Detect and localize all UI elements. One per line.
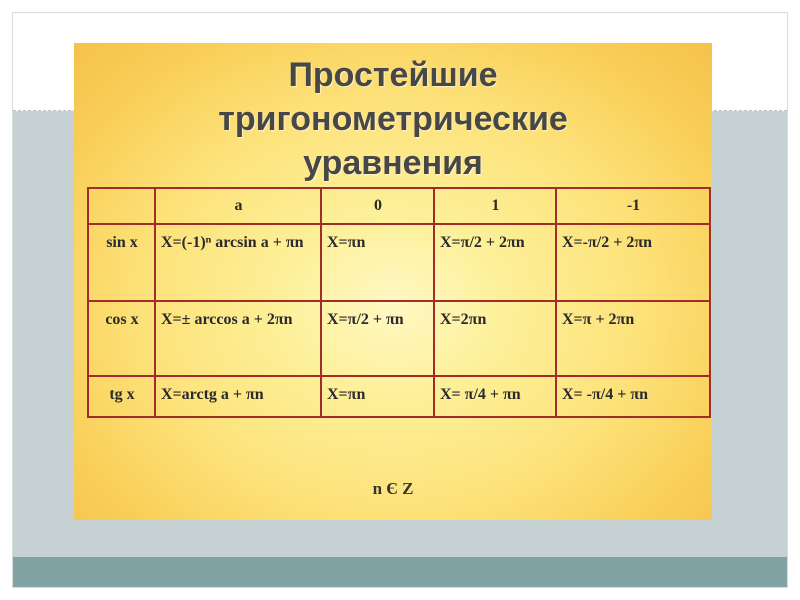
- row-label-tg: tg x: [88, 376, 155, 417]
- title-line-2: тригонометрические: [218, 100, 568, 138]
- header-cell-0: 0: [321, 188, 434, 224]
- cell-sin-minus1: X=-π/2 + 2πn: [556, 224, 710, 301]
- cell-sin-1: X=π/2 + 2πn: [434, 224, 556, 301]
- equations-table: [87, 187, 711, 418]
- title-line-1: Простейшие: [288, 56, 498, 94]
- cell-cos-1: X=2πn: [434, 301, 556, 376]
- cell-cos-a: X=± arccos a + 2πn: [155, 301, 321, 376]
- header-cell-a: a: [155, 188, 321, 224]
- table-row-tg: [88, 376, 710, 417]
- bottom-band: [13, 557, 787, 587]
- cell-tg-0: X=πn: [321, 376, 434, 417]
- footer-note: n Є Z: [372, 479, 414, 498]
- cell-tg-a: X=arctg a + πn: [155, 376, 321, 417]
- row-label-cos: cos x: [88, 301, 155, 376]
- header-cell-minus1: -1: [556, 188, 710, 224]
- table-row-cos: [88, 301, 710, 376]
- cell-sin-0: X=πn: [321, 224, 434, 301]
- cell-tg-1: X= π/4 + πn: [434, 376, 556, 417]
- table-header-row: [88, 188, 710, 224]
- header-cell-1: 1: [434, 188, 556, 224]
- cell-cos-minus1: X=π + 2πn: [556, 301, 710, 376]
- cell-tg-minus1: X= -π/4 + πn: [556, 376, 710, 417]
- cell-cos-0: X=π/2 + πn: [321, 301, 434, 376]
- row-label-sin: sin x: [88, 224, 155, 301]
- cell-sin-a: X=(-1)ⁿ arcsin a + πn: [155, 224, 321, 301]
- table-row-sin: [88, 224, 710, 301]
- slide-title: [74, 53, 712, 185]
- content-panel: [74, 43, 712, 520]
- header-cell-empty: [88, 188, 155, 224]
- title-line-3: уравнения: [303, 144, 483, 182]
